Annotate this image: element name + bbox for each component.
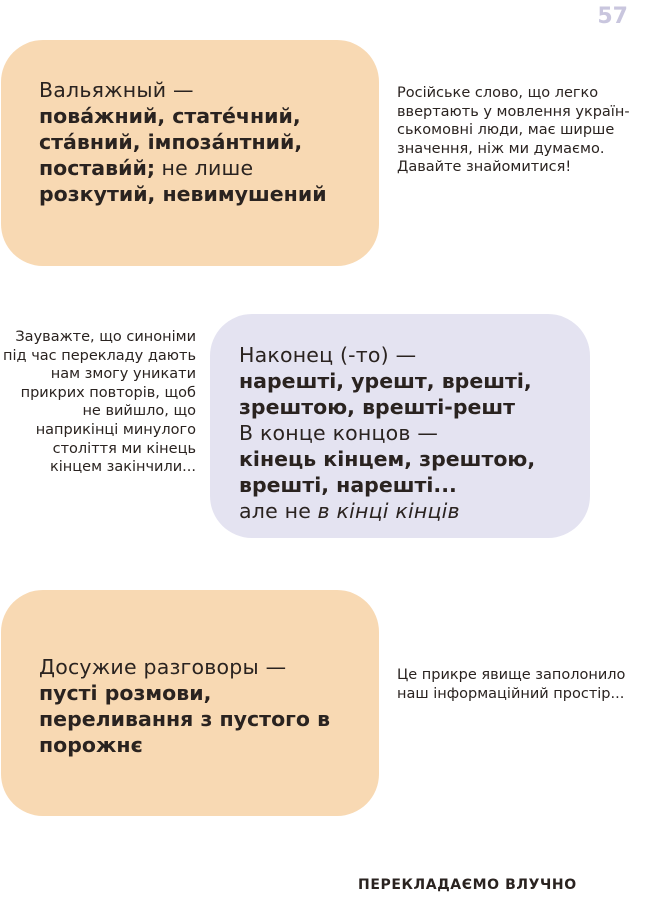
ukrainian-translation: нарешті, урешт, врешті, зрештою, врешті-решт bbox=[239, 369, 532, 419]
ukrainian-translation: пова́жний, стате́чний, ста́вний, імпоза́нтний, постави́й; bbox=[39, 104, 303, 180]
side-note-1: Російське слово, що легко ввертають у мовлення українськомовні люди, має ширше значення, ніж ми думаємо. Давайте знайомитися! bbox=[397, 85, 630, 176]
russian-term-2: В конце концов — bbox=[239, 421, 439, 445]
but-prefix: але не bbox=[239, 499, 312, 523]
ukrainian-translation: пусті розмови, переливання з пустого в порожнє bbox=[39, 681, 331, 757]
phrase-card-dosuzhie bbox=[1, 590, 379, 816]
phrase-card-nakonets bbox=[210, 314, 590, 538]
side-note-2: Зауважте, що синоніми під час перекладу дають нам змогу уникати прикрих повторів, щоб не вийшло, що наприкінці минулого століття ми кінець кінцем закінчили... bbox=[3, 329, 196, 476]
page-number: 57 bbox=[597, 4, 628, 29]
footer-title: ПЕРЕКЛАДАЄМО ВЛУЧНО bbox=[358, 877, 577, 893]
incorrect-phrase: в кінці кінців bbox=[317, 499, 460, 523]
russian-term: Досужие разговоры — bbox=[39, 655, 287, 679]
ukrainian-translation-extra: розкутий, невимушений bbox=[39, 182, 327, 206]
side-note-3: Це прикре явище заполонило наш інформаційний простір... bbox=[397, 667, 626, 702]
russian-term: Вальяжный — bbox=[39, 78, 194, 102]
ukrainian-translation-2: кінець кінцем, зрештою, врешті, нарешті... bbox=[239, 447, 536, 497]
russian-term: Наконец (-то) — bbox=[239, 343, 417, 367]
phrase-card-valyazhny bbox=[1, 40, 379, 266]
connector-text: не лише bbox=[161, 156, 254, 180]
